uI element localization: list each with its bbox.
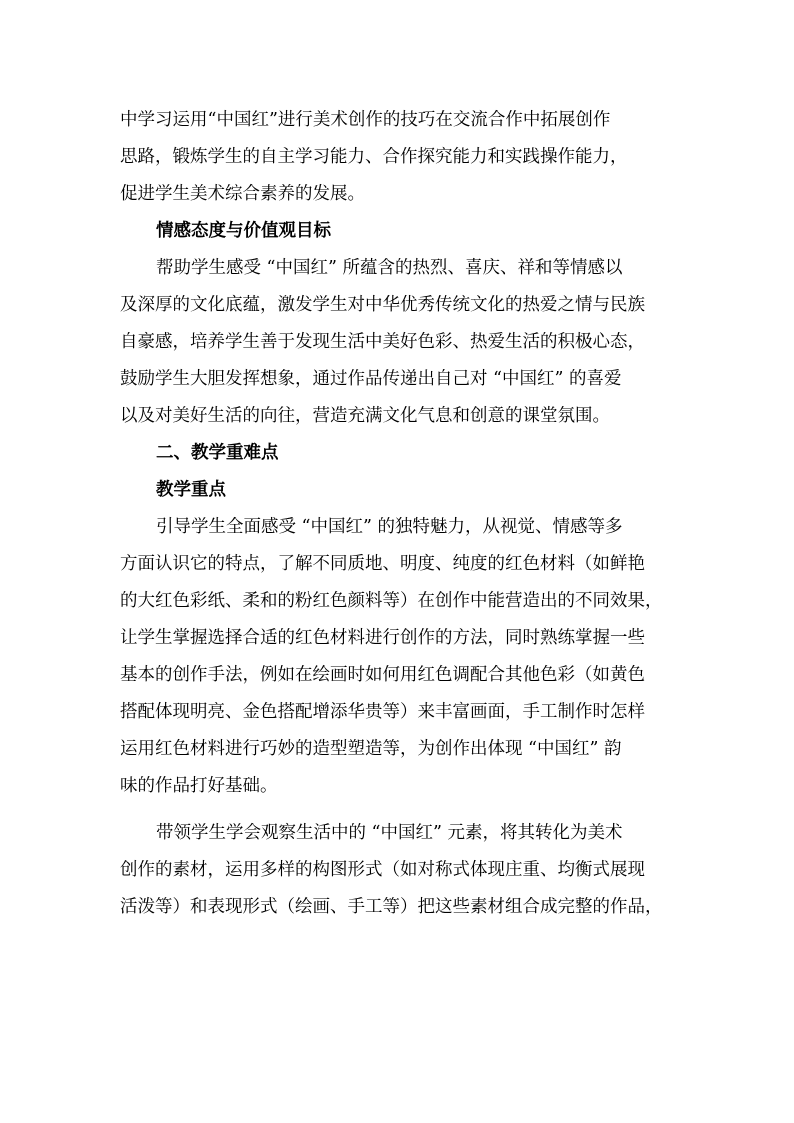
- body-line: 促进学生美术综合素养的发展。: [120, 184, 365, 204]
- body-line: 鼓励学生大胆发挥想象，通过作品传递出自己对 “中国红” 的喜爱: [120, 369, 622, 389]
- body-line: 味的作品打好基础。: [120, 776, 278, 796]
- body-line: 基本的创作手法，例如在绘画时如何用红色调配合其他色彩（如黄色: [120, 665, 645, 685]
- body-line: 运用红色材料进行巧妙的造型塑造等，为创作出体现 “中国红” 韵: [120, 739, 622, 759]
- body-line: 活泼等）和表现形式（绘画、手工等）把这些素材组合成完整的作品，: [120, 897, 663, 917]
- body-line: 引导学生全面感受 “中国红” 的独特魅力，从视觉、情感等多: [156, 517, 623, 537]
- body-line: 自豪感，培养学生善于发现生活中美好色彩、热爱生活的积极心态，: [120, 332, 645, 352]
- body-line: 中学习运用“中国红”进行美术创作的技巧在交流合作中拓展创作: [120, 110, 611, 130]
- section-heading: 二、教学重难点: [156, 443, 279, 463]
- document-body: [120, 102, 680, 926]
- body-line: 搭配体现明亮、金色搭配增添华贵等）来丰富画面，手工制作时怎样: [120, 702, 645, 722]
- section-heading: 情感态度与价值观目标: [156, 221, 331, 241]
- body-line: 的大红色彩纸、柔和的粉红色颜料等）在创作中能营造出的不同效果，: [120, 591, 663, 611]
- body-line: 及深厚的文化底蕴，激发学生对中华优秀传统文化的热爱之情与民族: [120, 295, 645, 315]
- subsection-heading: 教学重点: [156, 480, 226, 500]
- body-line: 思路，锻炼学生的自主学习能力、合作探究能力和实践操作能力，: [120, 147, 628, 167]
- body-line: 以及对美好生活的向往，营造充满文化气息和创意的课堂氛围。: [120, 406, 610, 426]
- body-line: 创作的素材，运用多样的构图形式（如对称式体现庄重、均衡式展现: [120, 860, 645, 880]
- body-line: 让学生掌握选择合适的红色材料进行创作的方法，同时熟练掌握一些: [120, 628, 645, 648]
- body-line: 带领学生学会观察生活中的 “中国红” 元素，将其转化为美术: [156, 823, 623, 843]
- paragraph-gap: [120, 805, 680, 815]
- body-line: 方面认识它的特点，了解不同质地、明度、纯度的红色材料（如鲜艳: [120, 554, 645, 574]
- body-line: 帮助学生感受 “中国红” 所蕴含的热烈、喜庆、祥和等情感以: [156, 258, 623, 278]
